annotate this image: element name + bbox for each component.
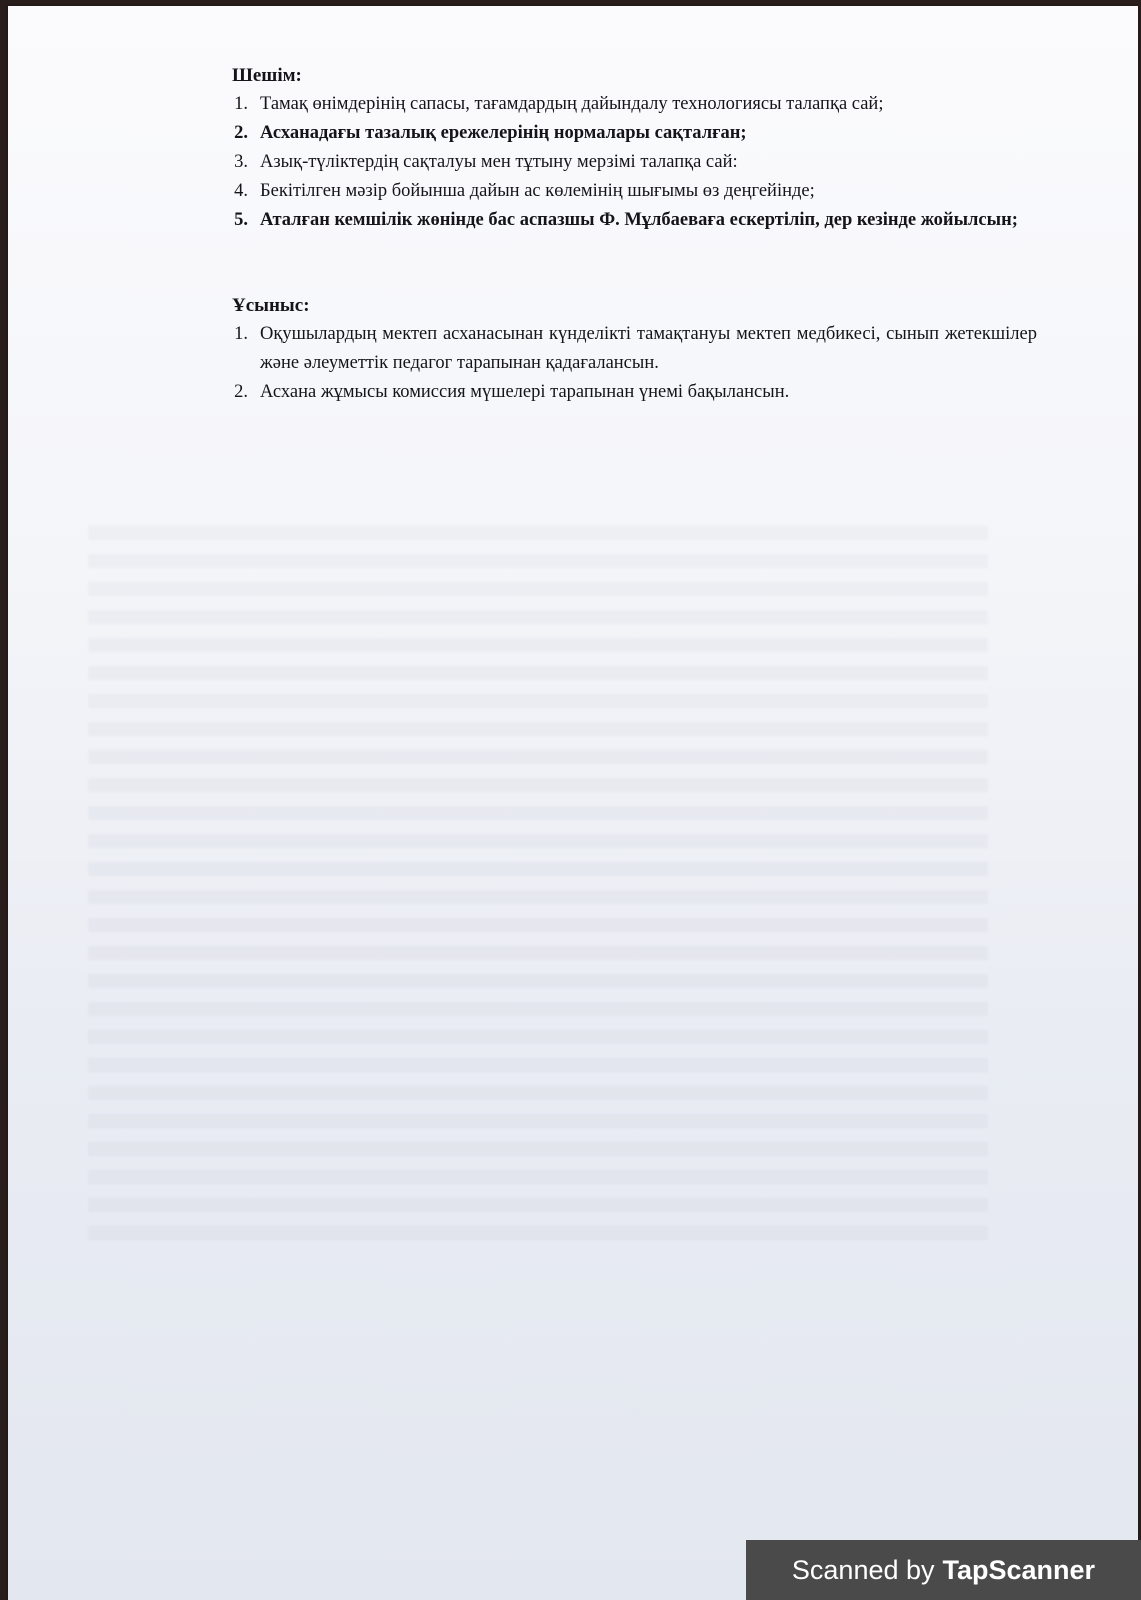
list-item xyxy=(225,206,1037,235)
list-item-text: Асханадағы тазалық ережелерінің нормалары сақталған; xyxy=(260,123,747,143)
list-item-number: 4. xyxy=(234,181,248,201)
bleed-through-text xyxy=(88,526,988,1246)
list-item xyxy=(225,320,1037,378)
list-item xyxy=(225,119,1037,148)
proposal-section xyxy=(225,294,1037,407)
watermark-prefix: Scanned by xyxy=(791,1554,935,1585)
scanner-watermark xyxy=(746,1540,1141,1600)
list-item-number: 1. xyxy=(234,324,248,344)
list-item-text: Бекітілген мәзір бойынша дайын ас көлемінің шығымы өз деңгейінде; xyxy=(260,181,815,201)
proposal-heading: Ұсыныс: xyxy=(232,295,310,316)
list-item-number: 2. xyxy=(234,382,248,402)
list-item-number: 2. xyxy=(234,123,248,143)
list-item-text: Тамақ өнімдерінің сапасы, тағамдардың дайындалу технологиясы талапқа сай; xyxy=(260,94,884,114)
list-item-number: 3. xyxy=(234,152,248,172)
list-item-text: Асхана жұмысы комиссия мүшелері тарапынан үнемі бақылансын. xyxy=(260,382,790,402)
decision-list xyxy=(225,90,1037,235)
decision-section xyxy=(225,64,1037,235)
list-item-text: Оқушылардың мектеп асханасынан күнделікті тамақтануы мектеп медбикесі, сынып жетекшілер және әлеуметтік педагог тарапынан қадағалансын. xyxy=(260,324,1037,373)
list-item-text: Аталған кемшілік жөнінде бас аспазшы Ф. Мұлбаеваға ескертіліп, дер кезінде жойылсын; xyxy=(260,210,1018,230)
list-item-text: Азық-түліктердің сақталуы мен тұтыну мерзімі талапқа сай: xyxy=(260,152,738,172)
list-item-number: 5. xyxy=(234,210,248,230)
list-item xyxy=(225,148,1037,177)
proposal-list xyxy=(225,320,1037,407)
decision-heading: Шешім: xyxy=(232,65,302,86)
list-item-number: 1. xyxy=(234,94,248,114)
document-page xyxy=(8,6,1138,1600)
list-item xyxy=(225,177,1037,206)
list-item xyxy=(225,378,1037,407)
list-item xyxy=(225,90,1037,119)
watermark-brand: TapScanner xyxy=(942,1554,1096,1585)
